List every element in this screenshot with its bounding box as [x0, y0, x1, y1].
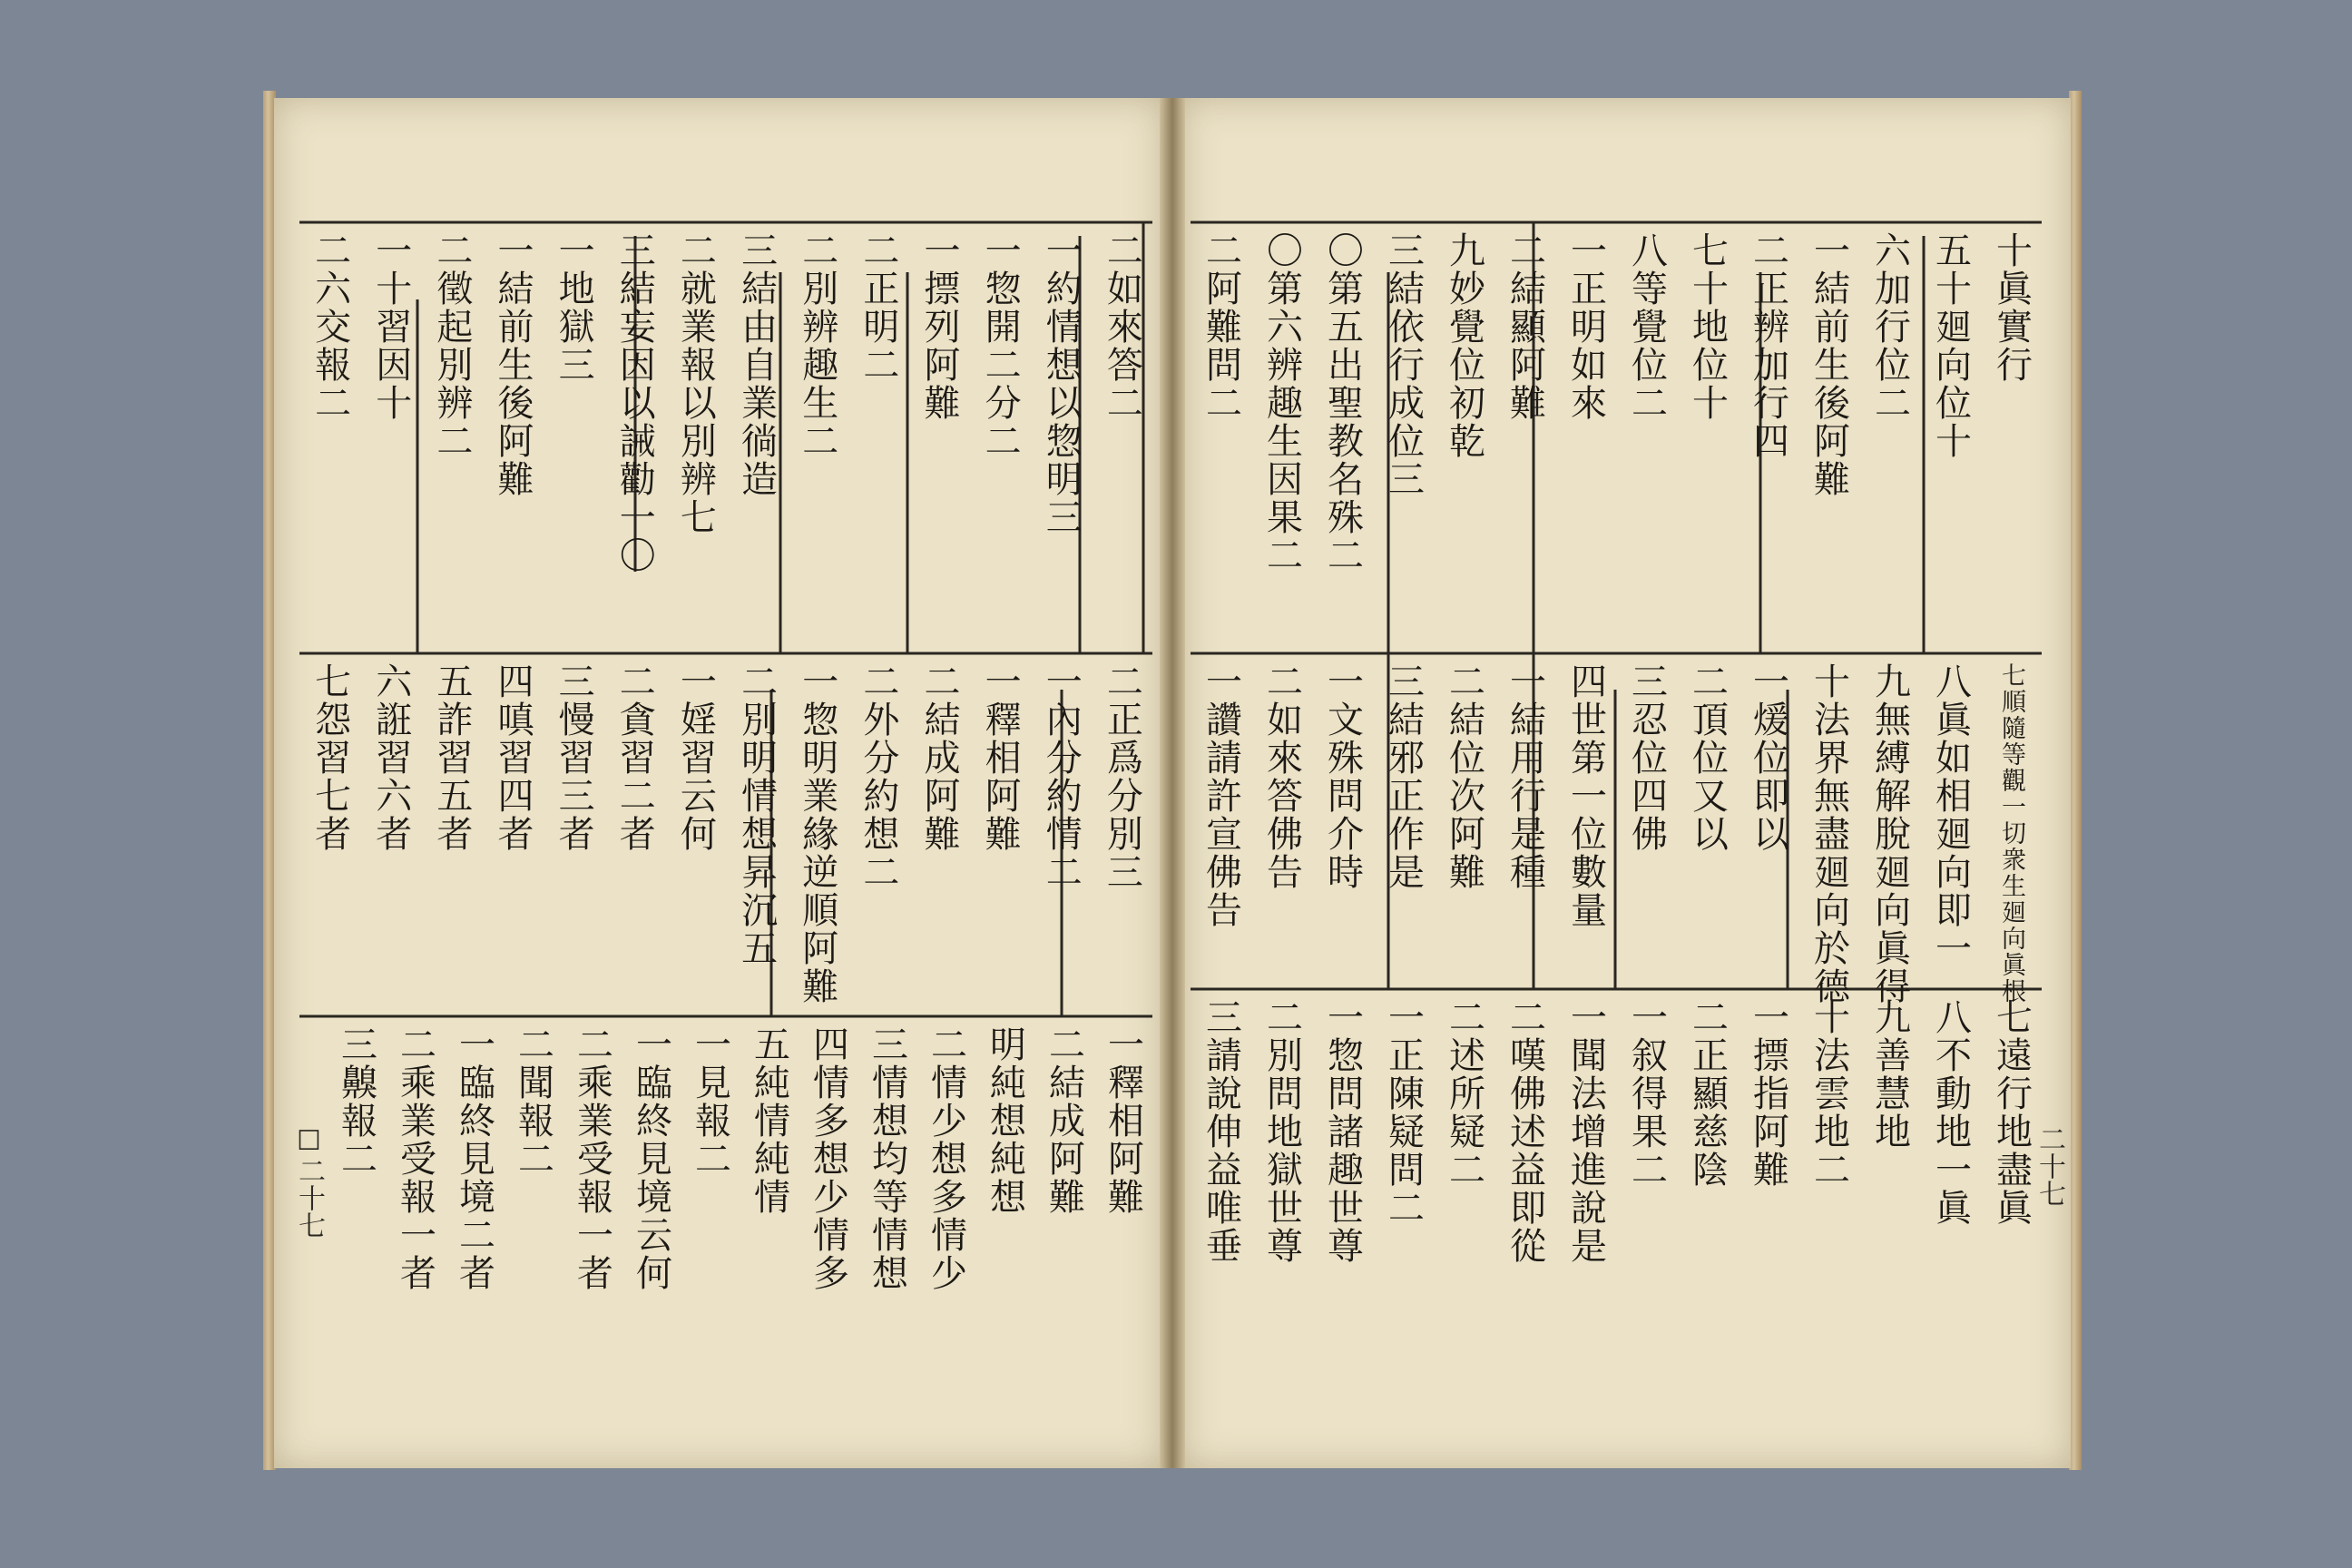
right-upper-column: 六加行位二	[1868, 231, 1911, 422]
right-middle-column: 三結邪正作是	[1382, 662, 1425, 891]
right-upper-column: 八等覺位二	[1625, 231, 1668, 422]
left-middle-column: 二貪習二者	[613, 662, 656, 853]
right-middle-column: 一結用行是種	[1504, 662, 1546, 891]
left-lower-column: 三情想均等情想	[866, 1025, 908, 1292]
right-lower-column: 一聞法增進說是	[1564, 998, 1607, 1265]
left-lower-column: 二乘業受報一者	[394, 1025, 436, 1292]
left-upper-column: 三結由自業徜造	[735, 231, 778, 498]
left-lower-column: 三齅報二	[335, 1025, 377, 1178]
right-lower-column: 三請說伸益唯垂	[1200, 998, 1242, 1265]
left-lower-column: 二結成阿難	[1043, 1025, 1085, 1216]
right-upper-column: 十眞實行	[1990, 231, 2033, 384]
right-upper-column: 一正明如來	[1564, 231, 1607, 422]
right-upper-column: 二阿難問二	[1200, 231, 1242, 422]
left-middle-column: 七怨習七者	[309, 662, 351, 853]
left-middle-column: 四嗔習四者	[492, 662, 534, 853]
right-lower-column: 一叙得果二	[1625, 998, 1668, 1189]
right-middle-column: 二結位次阿難	[1443, 662, 1485, 891]
right-lower-column: 八不動地一眞	[1929, 998, 1972, 1227]
left-upper-column: 一結前生後阿難	[492, 231, 534, 498]
left-upper-column: 一惣開二分二	[979, 231, 1022, 460]
left-lower-column: 四情多想少情多	[807, 1025, 849, 1292]
left-upper-column: 三結妄因以誡勸一〇	[613, 231, 656, 574]
left-lower-column: 一臨終見境二者	[453, 1025, 495, 1292]
left-upper-column: 二六交報二	[309, 231, 351, 422]
left-middle-column: 二正爲分別三	[1101, 662, 1143, 891]
left-upper-column: 一十習因十	[369, 231, 412, 422]
left-middle-column: 二別明情想昇沉五	[735, 662, 778, 967]
right-lower-column: 一惣問諸趣世尊	[1321, 998, 1364, 1265]
right-middle-column: 二頂位又以	[1686, 662, 1729, 853]
left-lower-column: 五純情純情	[748, 1025, 790, 1216]
right-upper-column: 〇第六辨趣生因果二	[1260, 231, 1303, 574]
right-middle-column: 七順隨等觀一切衆生廻向眞根	[1997, 662, 2025, 1004]
right-middle-column: 九無縛解脫廻向眞得	[1868, 662, 1911, 1005]
right-lower-column: 七遠行地盡眞	[1990, 998, 2033, 1227]
right-lower-column: 二嘆佛述益即從	[1504, 998, 1546, 1265]
right-middle-column: 八眞如相廻向即一	[1929, 662, 1972, 967]
right-lower-column: 九善慧地	[1868, 998, 1911, 1151]
left-upper-column: 二正明二	[857, 231, 899, 384]
right-upper-column: 一結前生後阿難	[1808, 231, 1850, 498]
right-folio: 二十七	[2034, 1125, 2065, 1207]
right-lower-column: 二別問地獄世尊	[1260, 998, 1303, 1265]
left-lower-column: 一臨終見境云何	[630, 1025, 672, 1292]
left-lower-column: 一見報二	[689, 1025, 731, 1178]
right-middle-column: 四世第一位數量	[1564, 662, 1607, 929]
left-folio: ☐二十七	[293, 1125, 325, 1239]
right-middle-column: 十法界無盡廻向於德	[1808, 662, 1850, 1005]
right-upper-column: 三結依行成位三	[1382, 231, 1425, 498]
right-lower-column: 一正陳疑問二	[1382, 998, 1425, 1227]
left-upper-column: 一摽列阿難	[918, 231, 960, 422]
right-middle-column: 二如來答佛告	[1260, 662, 1303, 891]
right-upper-column: 五十廻向位十	[1929, 231, 1972, 460]
left-middle-column: 一內分約情二	[1040, 662, 1083, 891]
left-upper-column: 二如來答二	[1101, 231, 1143, 422]
left-middle-column: 一惣明業緣逆順阿難	[796, 662, 838, 1005]
right-lower-column: 十法雲地二	[1808, 998, 1850, 1189]
left-upper-column: 一地獄三	[553, 231, 595, 384]
right-middle-column: 一煖位即以	[1747, 662, 1789, 853]
left-middle-column: 三慢習三者	[553, 662, 595, 853]
right-lower-column: 二正顯慈陰	[1686, 998, 1729, 1189]
right-lower-column: 二述所疑二	[1443, 998, 1485, 1189]
left-middle-column: 二外分約想二	[857, 662, 899, 891]
left-upper-column: 二就業報以別辨七	[674, 231, 717, 536]
right-upper-column: 七十地位十	[1686, 231, 1729, 422]
left-upper-column: 二別辨趣生二	[796, 231, 838, 460]
right-middle-column: 一讚請許宣佛告	[1200, 662, 1242, 929]
left-lower-column: 二情少想多情少	[925, 1025, 967, 1292]
left-upper-column: 二徵起別辨二	[430, 231, 473, 460]
right-middle-column: 一文殊問介時	[1321, 662, 1364, 891]
left-middle-column: 一婬習云何	[674, 662, 717, 853]
right-upper-column: 二結顯阿難	[1504, 231, 1546, 422]
right-upper-column: 〇第五出聖教名殊二	[1321, 231, 1364, 574]
left-middle-column: 六誑習六者	[369, 662, 412, 853]
left-lower-column: 二乘業受報一者	[571, 1025, 613, 1292]
left-lower-column: 明純想純想	[984, 1025, 1026, 1216]
left-middle-column: 二結成阿難	[918, 662, 960, 853]
right-lower-column: 一摽指阿難	[1747, 998, 1789, 1189]
left-middle-column: 五詐習五者	[430, 662, 473, 853]
left-lower-column: 一釋相阿難	[1102, 1025, 1144, 1216]
left-middle-column: 一釋相阿難	[979, 662, 1022, 853]
left-upper-column: 一約情想以惣明三	[1040, 231, 1083, 536]
right-upper-column: 九妙覺位初乾	[1443, 231, 1485, 460]
left-lower-column: 二聞報二	[512, 1025, 554, 1178]
right-middle-column: 三忍位四佛	[1625, 662, 1668, 853]
right-upper-column: 二正辨加行四	[1747, 231, 1789, 460]
